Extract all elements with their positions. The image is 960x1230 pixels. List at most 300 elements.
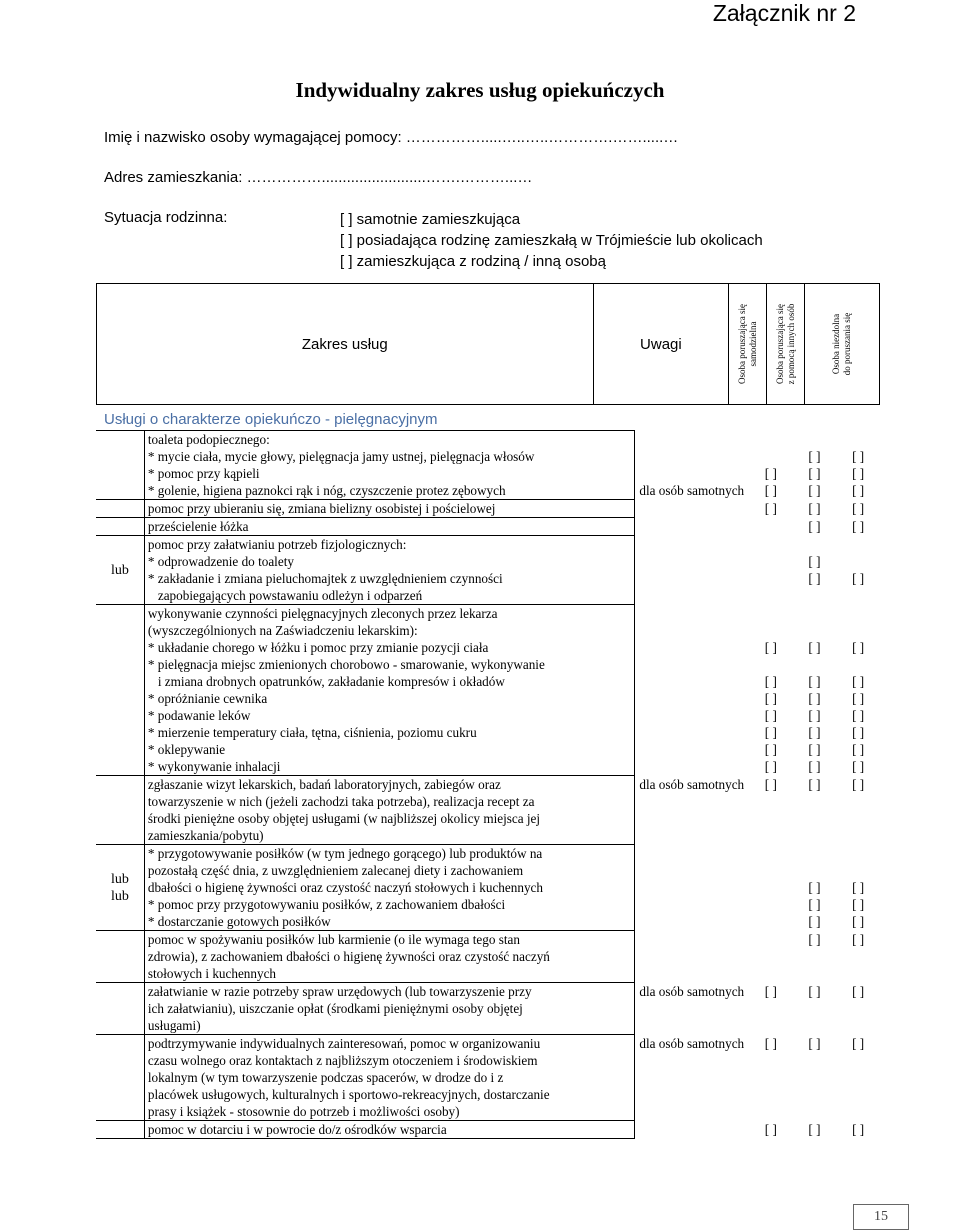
checkbox-empty-slot <box>749 827 793 844</box>
checkbox-empty-slot <box>749 570 793 587</box>
checkbox[interactable]: [ ] <box>808 724 821 740</box>
checkbox-col-immobile <box>836 431 880 500</box>
description-line: placówek usługowych, kulturalnych i sportowo-rekreacyjnych, dostarczanie <box>147 1087 550 1102</box>
page-title: Indywidualny zakres usług opiekuńczych <box>295 78 665 102</box>
service-description <box>144 518 634 536</box>
checkbox[interactable]: [ ] <box>764 776 777 792</box>
section-title: Usługi o charakterze opiekuńczo - pielęgnacyjnym <box>104 411 438 428</box>
checkbox-col-immobile <box>836 983 880 1035</box>
checkbox[interactable]: [ ] <box>764 673 777 689</box>
checkbox[interactable]: [ ] <box>808 553 821 569</box>
description-line: * pomoc przy kąpieli <box>147 466 260 481</box>
checkbox-col-immobile <box>836 1035 880 1121</box>
checkbox[interactable]: [ ] <box>764 690 777 706</box>
checkbox-empty-slot <box>749 896 793 913</box>
checkbox-empty-slot <box>793 845 837 862</box>
description-line: zamieszkania/pobytu) <box>147 828 264 843</box>
checkbox[interactable]: [ ] <box>808 673 821 689</box>
checkbox-empty-slot <box>836 536 880 553</box>
row-alternative-marker <box>96 931 144 983</box>
remark-line <box>635 827 749 844</box>
checkbox-empty-slot <box>793 965 837 982</box>
remark-line <box>635 500 749 517</box>
family-situation-options <box>340 209 763 272</box>
checkbox-empty-slot <box>793 1052 837 1069</box>
checkbox-empty-slot <box>793 1000 837 1017</box>
description-line: pomoc przy załatwianiu potrzeb fizjologicznych: <box>147 537 407 552</box>
service-remarks <box>634 776 749 845</box>
checkbox-empty-slot <box>749 931 793 948</box>
remark-line <box>635 639 749 656</box>
checkbox-empty-slot <box>793 948 837 965</box>
checkbox-empty-slot <box>793 862 837 879</box>
remark-line <box>635 1069 749 1086</box>
description-line: stołowych i kuchennych <box>147 966 277 981</box>
checkbox[interactable]: [ ] <box>808 913 821 929</box>
service-description <box>144 983 634 1035</box>
checkbox[interactable]: [ ] <box>764 639 777 655</box>
checkbox-col-immobile <box>836 605 880 776</box>
checkbox-empty-slot <box>836 965 880 982</box>
description-line: prześcielenie łóżka <box>147 519 249 534</box>
checkbox[interactable]: [ ] <box>808 1121 821 1137</box>
remark-line <box>635 1086 749 1103</box>
table-row <box>96 500 880 518</box>
header-col-independent: Osoba poruszająca się samodzielna <box>729 284 767 404</box>
remark-line <box>635 879 749 896</box>
row-alternative-marker <box>96 518 144 536</box>
service-remarks <box>634 500 749 518</box>
checkbox[interactable]: [ ] <box>852 741 865 757</box>
description-line: pozostałą część dnia, z uwzględnieniem zalecanej diety i zachowaniem <box>147 863 524 878</box>
checkbox[interactable]: [ ] <box>808 500 821 516</box>
checkbox-col-assisted <box>793 536 837 605</box>
table-row <box>96 1121 880 1139</box>
remark-line <box>635 1103 749 1120</box>
description-line: pomoc w dotarciu i w powrocie do/z ośrodków wsparcia <box>147 1122 447 1137</box>
table-row <box>96 1035 880 1121</box>
service-remarks <box>634 605 749 776</box>
checkbox-empty-slot <box>749 536 793 553</box>
checkbox-empty-slot <box>749 622 793 639</box>
checkbox[interactable]: [ ] <box>852 879 865 895</box>
family-option[interactable]: [ ] samotnie zamieszkująca <box>340 211 521 228</box>
checkbox-col-independent <box>749 518 793 536</box>
checkbox-empty-slot <box>749 948 793 965</box>
header-col-immobile: Osoba niezdolna do poruszania się <box>831 312 853 376</box>
checkbox[interactable]: [ ] <box>764 465 777 481</box>
page-number: 15 <box>853 1204 909 1230</box>
checkbox[interactable]: [ ] <box>764 758 777 774</box>
row-alternative-marker <box>96 605 144 776</box>
checkbox[interactable]: [ ] <box>808 931 821 947</box>
checkbox-col-independent <box>749 845 793 931</box>
remark-line <box>635 810 749 827</box>
remark-line <box>635 1121 749 1138</box>
checkbox-col-assisted <box>793 431 837 500</box>
description-line: toaleta podopiecznego: <box>147 432 270 447</box>
checkbox[interactable]: [ ] <box>852 570 865 586</box>
remark-line <box>635 1052 749 1069</box>
checkbox-empty-slot <box>793 1086 837 1103</box>
checkbox[interactable]: [ ] <box>852 707 865 723</box>
remark-line <box>635 570 749 587</box>
service-remarks <box>634 1121 749 1139</box>
checkbox-col-assisted <box>793 983 837 1035</box>
description-line: * przygotowywanie posiłków (w tym jednego gorącego) lub produktów na <box>147 846 543 861</box>
table-row <box>96 845 880 931</box>
checkbox-col-immobile <box>836 518 880 536</box>
checkbox-empty-slot <box>749 553 793 570</box>
checkbox-empty-slot <box>836 656 880 673</box>
row-alternative-marker <box>96 431 144 500</box>
checkbox-empty-slot <box>749 810 793 827</box>
remark-line <box>635 724 749 741</box>
description-line: * podawanie leków <box>147 708 251 723</box>
checkbox-col-assisted <box>793 776 837 845</box>
checkbox-empty-slot <box>836 605 880 622</box>
checkbox-col-immobile <box>836 776 880 845</box>
checkbox[interactable]: [ ] <box>808 482 821 498</box>
checkbox[interactable]: [ ] <box>808 465 821 481</box>
checkbox[interactable]: [ ] <box>852 465 865 481</box>
remark-line <box>635 913 749 930</box>
checkbox-col-assisted <box>793 1035 837 1121</box>
checkbox[interactable]: [ ] <box>764 1035 777 1051</box>
checkbox[interactable]: [ ] <box>808 879 821 895</box>
checkbox-empty-slot <box>836 1086 880 1103</box>
header-col-assisted: Osoba poruszająca się z pomocą innych osób <box>767 284 805 404</box>
description-line: zdrowia), z zachowaniem dbałości o higienę żywności oraz czystość naczyń <box>147 949 550 964</box>
remark-line <box>635 673 749 690</box>
checkbox-empty-slot <box>749 448 793 465</box>
remark-line: dla osób samotnych <box>639 776 745 792</box>
checkbox-empty-slot <box>749 965 793 982</box>
remark-line <box>635 536 749 553</box>
row-alternative-marker: lub lub <box>96 845 144 931</box>
checkbox-empty-slot <box>749 1103 793 1120</box>
checkbox[interactable]: [ ] <box>852 690 865 706</box>
checkbox[interactable]: [ ] <box>764 724 777 740</box>
checkbox-col-assisted <box>793 1121 837 1139</box>
checkbox-col-assisted <box>793 518 837 536</box>
checkbox[interactable]: [ ] <box>852 639 865 655</box>
checkbox-empty-slot <box>836 431 880 448</box>
remark-line: dla osób samotnych <box>639 983 745 999</box>
checkbox[interactable]: [ ] <box>808 639 821 655</box>
checkbox[interactable]: [ ] <box>764 482 777 498</box>
checkbox-col-independent <box>749 605 793 776</box>
checkbox-col-immobile <box>836 1121 880 1139</box>
attachment-label: Załącznik nr 2 <box>712 0 856 26</box>
checkbox[interactable]: [ ] <box>808 690 821 706</box>
checkbox-empty-slot <box>749 1000 793 1017</box>
remark-line <box>635 518 749 535</box>
row-alternative-marker: lub <box>96 536 144 605</box>
checkbox[interactable]: [ ] <box>808 518 821 534</box>
checkbox[interactable]: [ ] <box>808 707 821 723</box>
description-line: środki pieniężne osoby objętej usługami (w najbliższej okolicy miejsca jej <box>147 811 541 826</box>
checkbox-col-assisted <box>793 931 837 983</box>
checkbox[interactable]: [ ] <box>852 448 865 464</box>
description-line: * mycie ciała, mycie głowy, pielęgnacja jamy ustnej, pielęgnacja włosów <box>147 449 535 464</box>
service-description <box>144 931 634 983</box>
description-line: podtrzymywanie indywidualnych zainteresowań, pomoc w organizowaniu <box>147 1036 541 1051</box>
checkbox[interactable]: [ ] <box>852 482 865 498</box>
name-field-line: Imię i nazwisko osoby wymagającej pomocy: …………….....…..…..………….…….....… <box>104 129 679 146</box>
description-line: ich załatwianiu), uiszczanie opłat (środkami pieniężnymi osoby objętej <box>147 1001 523 1016</box>
checkbox-empty-slot <box>836 1017 880 1034</box>
description-line: * wykonywanie inhalacji <box>147 759 281 774</box>
checkbox-empty-slot <box>793 827 837 844</box>
header-uwagi: Uwagi <box>594 284 730 404</box>
checkbox-col-assisted <box>793 605 837 776</box>
description-line: wykonywanie czynności pielęgnacyjnych zleconych przez lekarza <box>147 606 498 621</box>
service-remarks <box>634 1035 749 1121</box>
remark-line <box>635 622 749 639</box>
service-description <box>144 500 634 518</box>
description-line: zapobiegających powstawaniu odleżyn i odparzeń <box>157 588 423 603</box>
remark-line <box>635 862 749 879</box>
checkbox-empty-slot <box>749 656 793 673</box>
checkbox-empty-slot <box>793 587 837 604</box>
checkbox-col-assisted <box>793 845 837 931</box>
checkbox-empty-slot <box>836 587 880 604</box>
checkbox-col-independent <box>749 776 793 845</box>
checkbox-col-independent <box>749 536 793 605</box>
remark-line <box>635 931 749 948</box>
checkbox[interactable]: [ ] <box>808 896 821 912</box>
description-line: * oklepywanie <box>147 742 226 757</box>
remark-line <box>635 948 749 965</box>
service-remarks <box>634 983 749 1035</box>
checkbox-empty-slot <box>836 1103 880 1120</box>
service-description <box>144 431 634 500</box>
description-line: czasu wolnego oraz kontaktach z najbliższym otoczeniem i środowiskiem <box>147 1053 538 1068</box>
table-row <box>96 518 880 536</box>
description-line: * pomoc przy przygotowywaniu posiłków, z zachowaniem dbałości <box>147 897 506 912</box>
checkbox-empty-slot <box>836 1000 880 1017</box>
checkbox-empty-slot <box>749 431 793 448</box>
remark-line: dla osób samotnych <box>639 1035 745 1051</box>
table-row <box>96 431 880 500</box>
checkbox-empty-slot <box>749 1052 793 1069</box>
checkbox-empty-slot <box>749 1086 793 1103</box>
description-line: pomoc w spożywaniu posiłków lub karmienie (o ile wymaga tego stan <box>147 932 520 947</box>
checkbox-empty-slot <box>836 827 880 844</box>
service-remarks <box>634 931 749 983</box>
service-description <box>144 536 634 605</box>
checkbox-empty-slot <box>836 793 880 810</box>
checkbox[interactable]: [ ] <box>852 673 865 689</box>
checkbox-col-immobile <box>836 845 880 931</box>
description-line: * golenie, higiena paznokci rąk i nóg, czyszczenie protez zębowych <box>147 483 506 498</box>
remark-line <box>635 553 749 570</box>
description-line: pomoc przy ubieraniu się, zmiana bielizny osobistej i pościelowej <box>147 501 496 516</box>
table-row <box>96 983 880 1035</box>
checkbox[interactable]: [ ] <box>764 983 777 999</box>
service-description <box>144 1121 634 1139</box>
checkbox[interactable]: [ ] <box>852 1035 865 1051</box>
checkbox[interactable]: [ ] <box>852 518 865 534</box>
checkbox[interactable]: [ ] <box>852 758 865 774</box>
row-alternative-marker <box>96 500 144 518</box>
family-option[interactable]: [ ] zamieszkująca z rodziną / inną osobą <box>340 253 606 270</box>
checkbox[interactable]: [ ] <box>852 500 865 516</box>
row-alternative-marker <box>96 1035 144 1121</box>
checkbox-empty-slot <box>793 1017 837 1034</box>
checkbox-empty-slot <box>793 431 837 448</box>
checkbox-empty-slot <box>836 862 880 879</box>
checkbox-empty-slot <box>749 862 793 879</box>
remark-line <box>635 448 749 465</box>
checkbox[interactable]: [ ] <box>764 1121 777 1137</box>
checkbox-empty-slot <box>749 1017 793 1034</box>
description-line: * dostarczanie gotowych posiłków <box>147 914 331 929</box>
checkbox[interactable]: [ ] <box>852 913 865 929</box>
checkbox[interactable]: [ ] <box>852 896 865 912</box>
description-line: * pielęgnacja miejsc zmienionych chorobowo - smarowanie, wykonywanie <box>147 657 545 672</box>
description-line: dbałości o higienę żywności oraz czystość naczyń stołowych i kuchennych <box>147 880 543 895</box>
service-description <box>144 845 634 931</box>
remark-line <box>635 1017 749 1034</box>
checkbox-empty-slot <box>836 1052 880 1069</box>
service-remarks <box>634 536 749 605</box>
checkbox[interactable]: [ ] <box>764 741 777 757</box>
address-field-line: Adres zamieszkania: …………….........................…….………...… <box>104 169 533 186</box>
checkbox-empty-slot <box>749 879 793 896</box>
row-alternative-marker <box>96 776 144 845</box>
table-row <box>96 536 880 605</box>
checkbox[interactable]: [ ] <box>764 500 777 516</box>
remark-line <box>635 465 749 482</box>
checkbox-empty-slot <box>749 845 793 862</box>
remark-line <box>635 896 749 913</box>
service-remarks <box>634 845 749 931</box>
checkbox-empty-slot <box>749 1069 793 1086</box>
checkbox-empty-slot <box>793 656 837 673</box>
checkbox-col-independent <box>749 1121 793 1139</box>
service-description <box>144 1035 634 1121</box>
table-row <box>96 931 880 983</box>
description-line: * mierzenie temperatury ciała, tętna, ciśnienia, poziomu cukru <box>147 725 477 740</box>
checkbox[interactable]: [ ] <box>852 931 865 947</box>
table-row <box>96 605 880 776</box>
family-option[interactable]: [ ] posiadająca rodzinę zamieszkałą w Trójmieście lub okolicach <box>340 232 763 249</box>
checkbox-empty-slot <box>836 810 880 827</box>
checkbox-empty-slot <box>836 845 880 862</box>
services-table <box>96 430 880 1139</box>
table-row <box>96 776 880 845</box>
checkbox[interactable]: [ ] <box>808 983 821 999</box>
checkbox-empty-slot <box>793 1103 837 1120</box>
remark-line: dla osób samotnych <box>639 482 745 498</box>
checkbox[interactable]: [ ] <box>808 776 821 792</box>
service-description <box>144 605 634 776</box>
checkbox-empty-slot <box>749 913 793 930</box>
service-remarks <box>634 518 749 536</box>
checkbox-empty-slot <box>836 622 880 639</box>
row-alternative-marker <box>96 1121 144 1139</box>
checkbox-empty-slot <box>793 793 837 810</box>
checkbox-empty-slot <box>793 810 837 827</box>
remark-line <box>635 845 749 862</box>
checkbox[interactable]: [ ] <box>852 1121 865 1137</box>
description-line: towarzyszenie w nich (jeżeli zachodzi taka potrzeba), realizacja recept za <box>147 794 535 809</box>
remark-line <box>635 587 749 604</box>
remark-line <box>635 758 749 775</box>
remark-line <box>635 965 749 982</box>
description-line: i zmiana drobnych opatrunków, zakładanie kompresów i okładów <box>157 674 505 689</box>
checkbox-empty-slot <box>793 622 837 639</box>
checkbox[interactable]: [ ] <box>808 570 821 586</box>
checkbox-col-independent <box>749 931 793 983</box>
checkbox[interactable]: [ ] <box>852 776 865 792</box>
checkbox[interactable]: [ ] <box>808 448 821 464</box>
description-line: * zakładanie i zmiana pieluchomajtek z uwzględnieniem czynności <box>147 571 503 586</box>
checkbox[interactable]: [ ] <box>764 707 777 723</box>
description-line: prasy i książek - stosownie do potrzeb i możliwości osoby) <box>147 1104 460 1119</box>
checkbox-col-independent <box>749 1035 793 1121</box>
description-line: * opróżnianie cewnika <box>147 691 268 706</box>
table-header <box>96 283 880 405</box>
family-situation-label: Sytuacja rodzinna: <box>104 209 228 226</box>
checkbox-col-immobile <box>836 500 880 518</box>
checkbox-empty-slot <box>749 587 793 604</box>
remark-line <box>635 656 749 673</box>
remark-line <box>635 793 749 810</box>
remark-line <box>635 1000 749 1017</box>
description-line: * układanie chorego w łóżku i pomoc przy zmianie pozycji ciała <box>147 640 489 655</box>
remark-line <box>635 707 749 724</box>
checkbox-empty-slot <box>793 536 837 553</box>
checkbox[interactable]: [ ] <box>808 758 821 774</box>
checkbox-col-assisted <box>793 500 837 518</box>
remark-line <box>635 431 749 448</box>
checkbox[interactable]: [ ] <box>808 741 821 757</box>
checkbox[interactable]: [ ] <box>852 724 865 740</box>
remark-line <box>635 690 749 707</box>
header-zakres: Zakres usług <box>97 284 594 404</box>
remark-line <box>635 605 749 622</box>
checkbox-empty-slot <box>793 1069 837 1086</box>
description-line: (wyszczególnionych na Zaświadczeniu lekarskim): <box>147 623 418 638</box>
checkbox-empty-slot <box>836 948 880 965</box>
description-line: usługami) <box>147 1018 201 1033</box>
checkbox-empty-slot <box>749 605 793 622</box>
checkbox-empty-slot <box>749 518 793 535</box>
description-line: zgłaszanie wizyt lekarskich, badań laboratoryjnych, zabiegów oraz <box>147 777 501 792</box>
checkbox-empty-slot <box>836 553 880 570</box>
checkbox-col-immobile <box>836 536 880 605</box>
checkbox-empty-slot <box>749 793 793 810</box>
description-line: * odprowadzenie do toalety <box>147 554 294 569</box>
checkbox-empty-slot <box>793 605 837 622</box>
checkbox-col-independent <box>749 983 793 1035</box>
description-line: lokalnym (w tym towarzyszenie podczas spacerów, w drodze do i z <box>147 1070 504 1085</box>
service-description <box>144 776 634 845</box>
checkbox[interactable]: [ ] <box>852 983 865 999</box>
checkbox-col-independent <box>749 431 793 500</box>
remark-line <box>635 741 749 758</box>
description-line: załatwianie w razie potrzeby spraw urzędowych (lub towarzyszenie przy <box>147 984 532 999</box>
checkbox-empty-slot <box>836 1069 880 1086</box>
checkbox-col-immobile <box>836 931 880 983</box>
row-alternative-marker <box>96 983 144 1035</box>
checkbox[interactable]: [ ] <box>808 1035 821 1051</box>
service-remarks <box>634 431 749 500</box>
checkbox-col-independent <box>749 500 793 518</box>
